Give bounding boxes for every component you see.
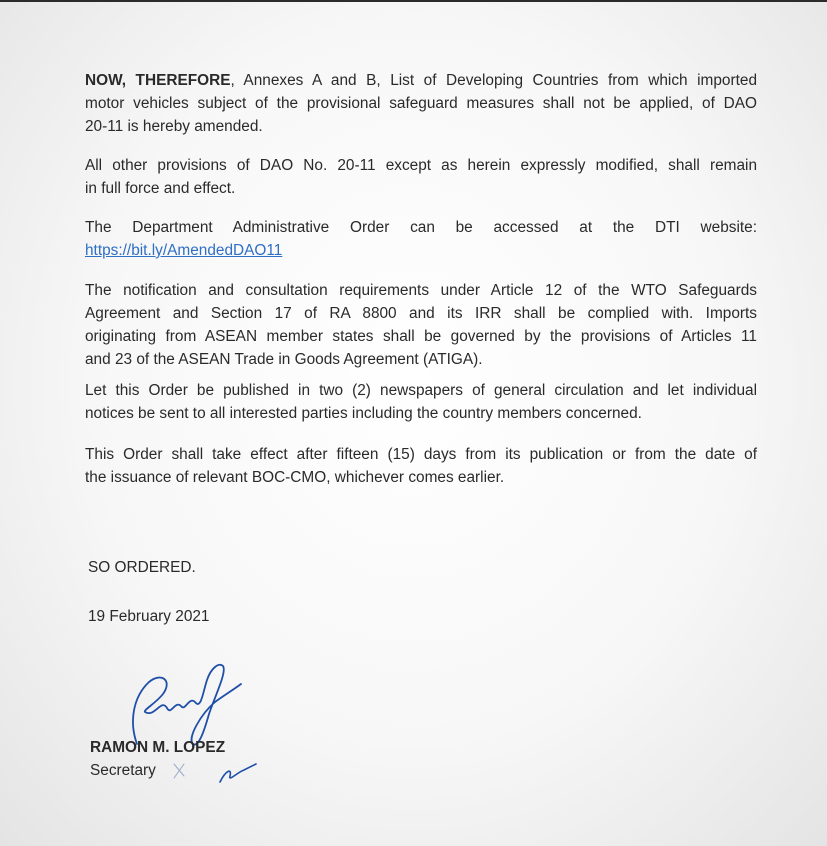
paragraph-line <box>85 69 757 92</box>
signature-mark <box>115 652 255 752</box>
closing-text: SO ORDERED. <box>88 559 196 576</box>
paragraph-amendment <box>85 69 757 138</box>
paragraph-line: The Department Administrative Order can be accessed at the DTI website: <box>85 219 757 236</box>
paragraph-line: and 23 of the ASEAN Trade in Goods Agreement (ATIGA). <box>85 351 483 368</box>
dao-link[interactable]: https://bit.ly/AmendedDAO11 <box>85 242 283 259</box>
paragraph-notification <box>85 279 757 371</box>
paragraph-website <box>85 216 757 262</box>
paragraph-line: Let this Order be published in two (2) newspapers of general circulation and let individual <box>85 382 757 399</box>
paragraph-line: motor vehicles subject of the provisional safeguard measures shall not be applied, of DAO <box>85 95 757 112</box>
initials-mark <box>168 754 263 789</box>
order-date: 19 February 2021 <box>88 608 210 625</box>
paragraph-publication <box>85 379 757 425</box>
paragraph-line: in full force and effect. <box>85 180 236 197</box>
lead-phrase: NOW, THEREFORE <box>85 72 231 89</box>
paragraph-line: 20-11 is hereby amended. <box>85 118 263 135</box>
paragraph-effectivity <box>85 443 757 489</box>
paragraph-line: The notification and consultation requirements under Article 12 of the WTO Safeguards <box>85 282 757 299</box>
signatory-title: Secretary <box>90 762 156 779</box>
paragraph-line: the issuance of relevant BOC-CMO, whichever comes earlier. <box>85 469 505 486</box>
signatory-name: RAMON M. LOPEZ <box>90 739 226 756</box>
paragraph-line: This Order shall take effect after fifteen (15) days from its publication or from the date of <box>85 446 757 463</box>
paragraph-text: , Annexes A and B, List of Developing Countries from which imported <box>230 72 758 89</box>
paragraph-line: All other provisions of DAO No. 20-11 except as herein expressly modified, shall remain <box>85 157 757 174</box>
paragraph-line: Agreement and Section 17 of RA 8800 and its IRR shall be complied with. Imports <box>85 305 757 322</box>
paragraph-line: notices be sent to all interested parties including the country members concerned. <box>85 405 642 422</box>
paragraph-other-provisions <box>85 154 757 200</box>
paragraph-line: originating from ASEAN member states shall be governed by the provisions of Articles 11 <box>85 328 757 345</box>
